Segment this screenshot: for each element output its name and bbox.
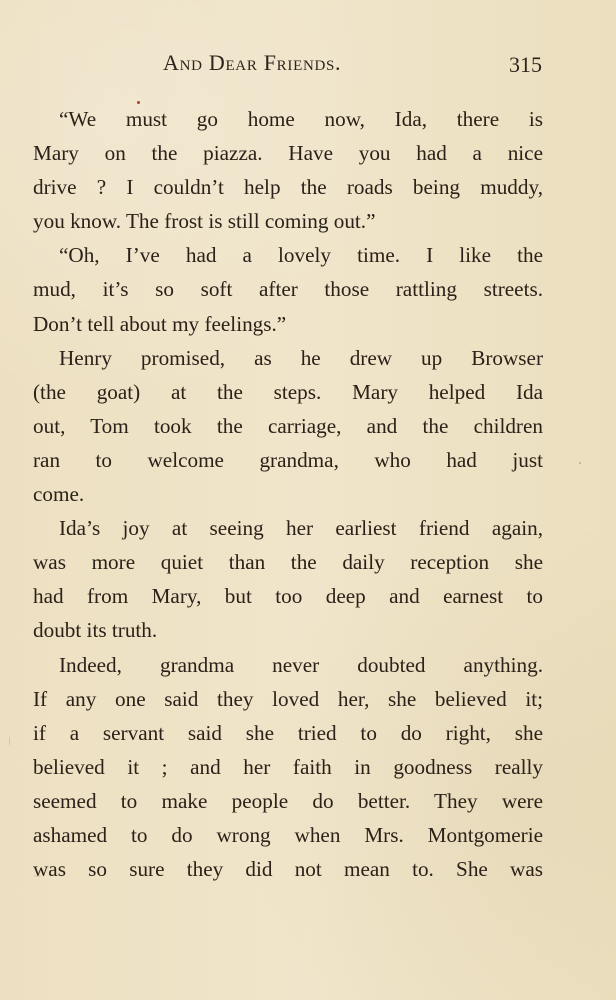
paper-speck [33,875,41,877]
text-line: Don’t tell about my feelings.” [33,311,287,336]
text-line: ashamed to do wrong when Mrs. Montgomerie [33,822,543,847]
page-number: 315 [509,52,542,77]
text-line: “We must go home now, Ida, there is [59,107,543,131]
text-line: was more quiet than the daily reception she [33,550,543,575]
text-line: Mary on the piazza. Have you had a nice [33,141,543,166]
text-line: Ida’s joy at seeing her earliest friend again, [59,516,543,541]
text-line: believed it ; and her faith in goodness really [33,754,543,779]
page-header [0,52,616,82]
text-line: “Oh, I’ve had a lovely time. I like the [59,243,543,268]
paper-speck [579,462,581,464]
text-line: had from Mary, but too deep and earnest to [33,584,543,609]
text-line: mud, it’s so soft after those rattling streets. [33,277,543,302]
text-line: If any one said they loved her, she believed it; [33,686,543,711]
text-line: Henry promised, as he drew up Browser [59,345,543,370]
text-line: if a servant said she tried to do right, she [33,720,543,745]
text-line: drive ? I couldn’t help the roads being muddy, [33,175,543,200]
text-line: ran to welcome grandma, who had just [33,447,543,472]
paper-speck [9,736,10,746]
text-line: out, Tom took the carriage, and the children [33,413,543,438]
paper-speck [137,101,140,104]
text-line: was so sure they did not mean to. She was [33,857,543,882]
running-head: And Dear Friends. [163,50,342,75]
text-line: doubt its truth. [33,618,158,643]
text-line: Indeed, grandma never doubted anything. [59,652,543,677]
text-line: you know. The frost is still coming out.” [33,209,376,234]
text-line: (the goat) at the steps. Mary helped Ida [33,379,543,404]
text-line: seemed to make people do better. They were [33,788,543,813]
body-text [33,102,543,886]
text-line: come. [33,482,85,507]
